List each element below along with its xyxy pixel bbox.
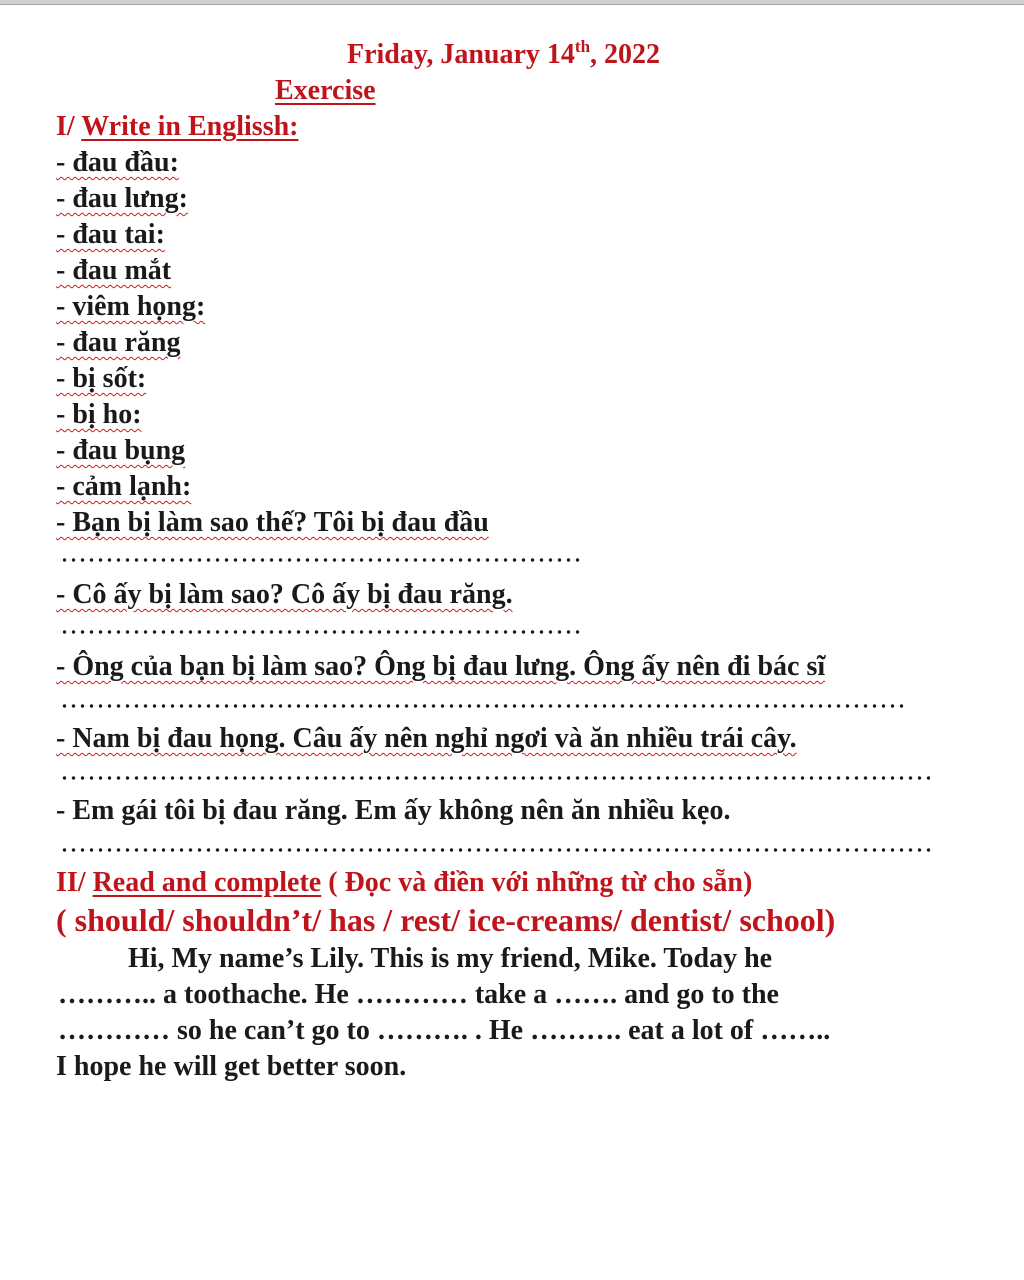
section2-number: II/ bbox=[56, 867, 86, 898]
section2-title: Read and complete bbox=[92, 867, 322, 898]
section1-number: I/ bbox=[56, 111, 75, 142]
vocab-item-10: - cảm lạnh: bbox=[56, 471, 192, 502]
word-bank: ( should/ shouldn’t/ has / rest/ ice-creams/ dentist/ school) bbox=[56, 902, 836, 938]
answer-line-4 bbox=[60, 774, 930, 782]
passage-line-1: Hi, My name’s Lily. This is my friend, Mike. Today he bbox=[128, 943, 773, 974]
answer-line-3 bbox=[60, 702, 906, 710]
sentence-2: - Cô ấy bị làm sao? Cô ấy bị đau răng. bbox=[56, 579, 513, 610]
sentence-4: - Nam bị đau họng. Câu ấy nên nghỉ ngơi và ăn nhiều trái cây. bbox=[56, 723, 797, 754]
passage-line-4: I hope he will get better soon. bbox=[56, 1051, 407, 1082]
section1-title: Write in Englissh: bbox=[81, 111, 299, 142]
vocab-item-3: - đau tai: bbox=[56, 219, 165, 250]
passage-line-2: ……….. a toothache. He ………… take a ……. and go to the bbox=[58, 979, 779, 1010]
vocab-item-8: - bị ho: bbox=[56, 399, 142, 430]
answer-line-1 bbox=[60, 556, 580, 564]
section1-heading bbox=[56, 109, 299, 145]
passage-line-3: ………… so he can’t go to ………. . He ………. eat a lot of …….. bbox=[58, 1015, 831, 1046]
sentence-1: - Bạn bị làm sao thế? Tôi bị đau đầu bbox=[56, 507, 489, 538]
exercise-title: Exercise bbox=[275, 75, 376, 106]
date-heading: Friday, January 14th, 2022 bbox=[347, 37, 661, 70]
vocab-item-5: - viêm họng: bbox=[56, 291, 206, 322]
vocab-item-6: - đau răng bbox=[56, 327, 181, 358]
vocab-item-2: - đau lưng: bbox=[56, 183, 188, 214]
section2-subtitle: ( Đọc và điền với những từ cho sẵn) bbox=[321, 867, 753, 898]
sentence-3: - Ông của bạn bị làm sao? Ông bị đau lưng. Ông ấy nên đi bác sĩ bbox=[56, 651, 826, 682]
section2-heading bbox=[56, 865, 752, 901]
vocab-item-7: - bị sốt: bbox=[56, 363, 147, 394]
vocab-item-1: - đau đầu: bbox=[56, 147, 179, 178]
answer-line-2 bbox=[60, 628, 580, 636]
sentence-5: - Em gái tôi bị đau răng. Em ấy không nên ăn nhiều kẹo. bbox=[56, 795, 731, 826]
vocab-item-9: - đau bụng bbox=[56, 435, 186, 466]
vocab-item-4: - đau mắt bbox=[56, 255, 172, 286]
answer-line-5 bbox=[60, 846, 932, 854]
